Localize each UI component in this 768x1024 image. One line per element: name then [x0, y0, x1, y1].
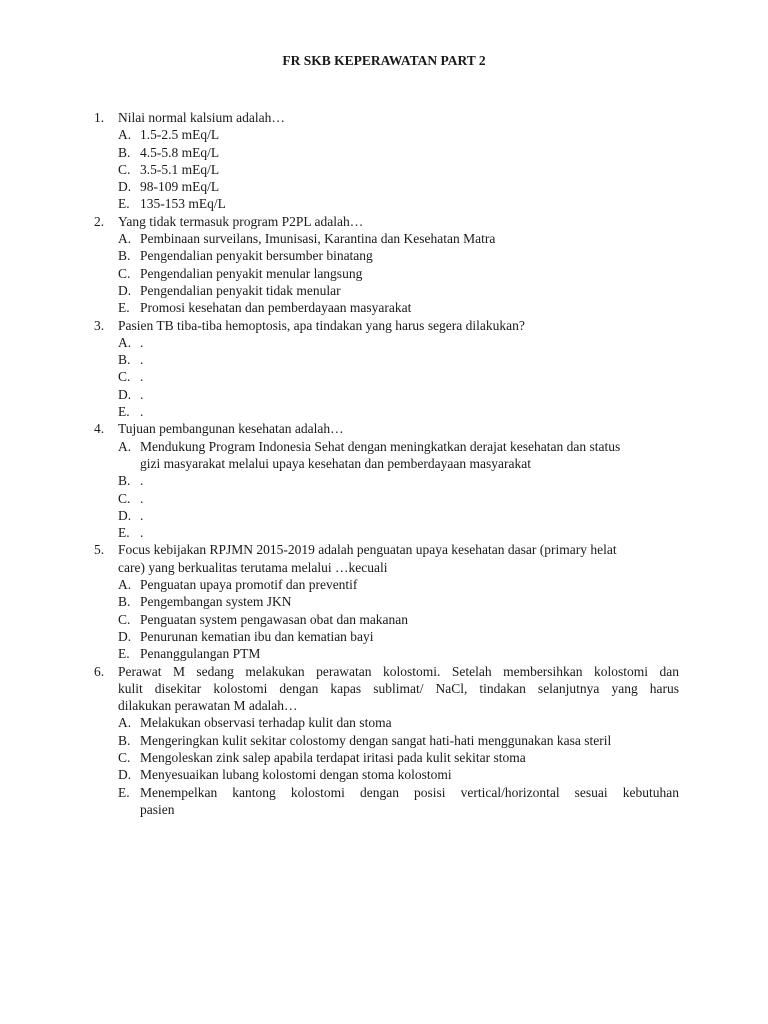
option-letter: E.	[118, 300, 130, 316]
question-item	[94, 420, 679, 541]
answer-option	[94, 714, 679, 731]
question-text: Pasien TB tiba-tiba hemoptosis, apa tindakan yang harus segera dilakukan?	[118, 317, 525, 333]
option-letter: D.	[118, 282, 132, 298]
option-text: Penurunan kematian ibu dan kematian bayi	[140, 628, 374, 644]
answer-option	[94, 628, 679, 645]
answer-option	[94, 351, 679, 368]
question-number: 6.	[94, 663, 105, 679]
answer-option	[94, 195, 679, 212]
option-text: .	[140, 525, 144, 541]
question-list	[94, 109, 679, 818]
question-number: 1.	[94, 110, 105, 125]
answer-option	[94, 611, 679, 628]
answer-option	[94, 732, 679, 749]
option-text: .	[140, 369, 144, 385]
question-line	[94, 109, 679, 126]
option-letter: B.	[118, 732, 131, 748]
answer-option	[94, 299, 679, 316]
question-item	[94, 541, 679, 662]
option-letter: A.	[118, 577, 132, 593]
option-letter: B.	[118, 144, 131, 160]
option-text: Menyesuaikan lubang kolostomi dengan stoma kolostomi	[140, 767, 452, 783]
question-item	[94, 663, 679, 819]
answer-option	[94, 438, 679, 455]
answer-option	[94, 784, 679, 801]
question-line	[94, 697, 679, 714]
answer-option	[94, 801, 679, 818]
question-number: 5.	[94, 542, 105, 558]
option-letter: A.	[118, 334, 132, 350]
option-letter: B.	[118, 473, 131, 489]
option-letter: E.	[118, 404, 130, 420]
question-text: Nilai normal kalsium adalah…	[118, 110, 285, 125]
question-text: care) yang berkualitas terutama melalui …kecuali	[118, 559, 388, 575]
answer-option	[94, 230, 679, 247]
answer-option	[94, 593, 679, 610]
option-text: .	[140, 386, 144, 402]
option-text: Pengendalian penyakit bersumber binatang	[140, 248, 373, 264]
question-text: Tujuan pembangunan kesehatan adalah…	[118, 421, 344, 437]
option-text: Mengoleskan zink salep apabila terdapat iritasi pada kulit sekitar stoma	[140, 749, 526, 765]
question-line	[94, 663, 679, 680]
option-text: Pengembangan system JKN	[140, 594, 292, 610]
option-text: Pembinaan surveilans, Imunisasi, Karantina dan Kesehatan Matra	[140, 231, 496, 247]
question-line	[94, 420, 679, 437]
option-letter: D.	[118, 386, 132, 402]
question-number: 4.	[94, 421, 105, 437]
question-line	[94, 680, 679, 697]
option-letter: C.	[118, 161, 131, 177]
option-letter: D.	[118, 767, 132, 783]
option-text: .	[140, 490, 144, 506]
option-letter: B.	[118, 594, 131, 610]
option-text: 4.5-5.8 mEq/L	[140, 144, 220, 160]
option-text: .	[140, 473, 144, 489]
option-letter: E.	[118, 196, 130, 212]
option-letter: D.	[118, 628, 132, 644]
answer-option	[94, 247, 679, 264]
question-text: Focus kebijakan RPJMN 2015-2019 adalah penguatan upaya kesehatan dasar (primary helat	[118, 542, 617, 558]
option-letter: A.	[118, 231, 132, 247]
question-line	[94, 559, 679, 576]
option-text: Penanggulangan PTM	[140, 646, 261, 662]
option-letter: C.	[118, 749, 131, 765]
answer-option	[94, 334, 679, 351]
option-letter: C.	[118, 490, 131, 506]
answer-option	[94, 455, 679, 472]
question-item	[94, 317, 679, 421]
answer-option	[94, 161, 679, 178]
option-text: Mendukung Program Indonesia Sehat dengan meningkatkan derajat kesehatan dan status	[140, 438, 621, 454]
option-text: .	[140, 352, 144, 368]
question-text: dilakukan perawatan M adalah…	[118, 698, 298, 714]
option-letter: A.	[118, 438, 132, 454]
option-letter: E.	[118, 646, 130, 662]
answer-option	[94, 386, 679, 403]
answer-option	[94, 576, 679, 593]
option-text: pasien	[140, 801, 175, 817]
answer-option	[94, 524, 679, 541]
option-letter: C.	[118, 265, 131, 281]
option-text: .	[140, 334, 144, 350]
option-letter: B.	[118, 248, 131, 264]
option-text: gizi masyarakat melalui upaya kesehatan dan pemberdayaan masyarakat	[140, 455, 531, 471]
answer-option	[94, 645, 679, 662]
question-text: Perawat M sedang melakukan perawatan kolostomi. Setelah membersihkan kolostomi dan	[118, 663, 679, 679]
option-letter: B.	[118, 352, 131, 368]
option-text: 1.5-2.5 mEq/L	[140, 127, 220, 143]
option-text: .	[140, 404, 144, 420]
option-letter: A.	[118, 715, 132, 731]
question-text: Yang tidak termasuk program P2PL adalah…	[118, 213, 364, 229]
answer-option	[94, 265, 679, 282]
option-text: .	[140, 507, 144, 523]
question-number: 3.	[94, 317, 105, 333]
answer-option	[94, 178, 679, 195]
option-letter: D.	[118, 507, 132, 523]
answer-option	[94, 368, 679, 385]
option-letter: C.	[118, 369, 131, 385]
answer-option	[94, 507, 679, 524]
answer-option	[94, 766, 679, 783]
option-text: Pengendalian penyakit tidak menular	[140, 282, 341, 298]
answer-option	[94, 749, 679, 766]
option-letter: C.	[118, 611, 131, 627]
option-text: Menempelkan kantong kolostomi dengan posisi vertical/horizontal sesuai kebutuhan	[140, 784, 679, 800]
option-text: Promosi kesehatan dan pemberdayaan masyarakat	[140, 300, 412, 316]
question-item	[94, 213, 679, 317]
option-text: 98-109 mEq/L	[140, 179, 220, 195]
option-letter: E.	[118, 525, 130, 541]
answer-option	[94, 472, 679, 489]
answer-option	[94, 144, 679, 161]
question-number: 2.	[94, 213, 105, 229]
option-text: Penguatan system pengawasan obat dan makanan	[140, 611, 409, 627]
option-text: Melakukan observasi terhadap kulit dan stoma	[140, 715, 392, 731]
question-line	[94, 213, 679, 230]
question-item	[94, 109, 679, 213]
answer-option	[94, 126, 679, 143]
question-text: kulit disekitar kolostomi dengan kapas sublimat/ NaCl, tindakan selanjutnya yang harus	[118, 680, 679, 696]
option-text: Pengendalian penyakit menular langsung	[140, 265, 363, 281]
option-text: Mengeringkan kulit sekitar colostomy dengan sangat hati-hati menggunakan kasa steril	[140, 732, 612, 748]
page-title: FR SKB KEPERAWATAN PART 2	[282, 53, 486, 68]
option-text: Penguatan upaya promotif dan preventif	[140, 577, 358, 593]
question-line	[94, 541, 679, 558]
answer-option	[94, 490, 679, 507]
option-letter: A.	[118, 127, 132, 143]
answer-option	[94, 282, 679, 299]
question-line	[94, 317, 679, 334]
option-letter: E.	[118, 784, 130, 800]
option-text: 135-153 mEq/L	[140, 196, 226, 212]
option-text: 3.5-5.1 mEq/L	[140, 161, 220, 177]
answer-option	[94, 403, 679, 420]
option-letter: D.	[118, 179, 132, 195]
